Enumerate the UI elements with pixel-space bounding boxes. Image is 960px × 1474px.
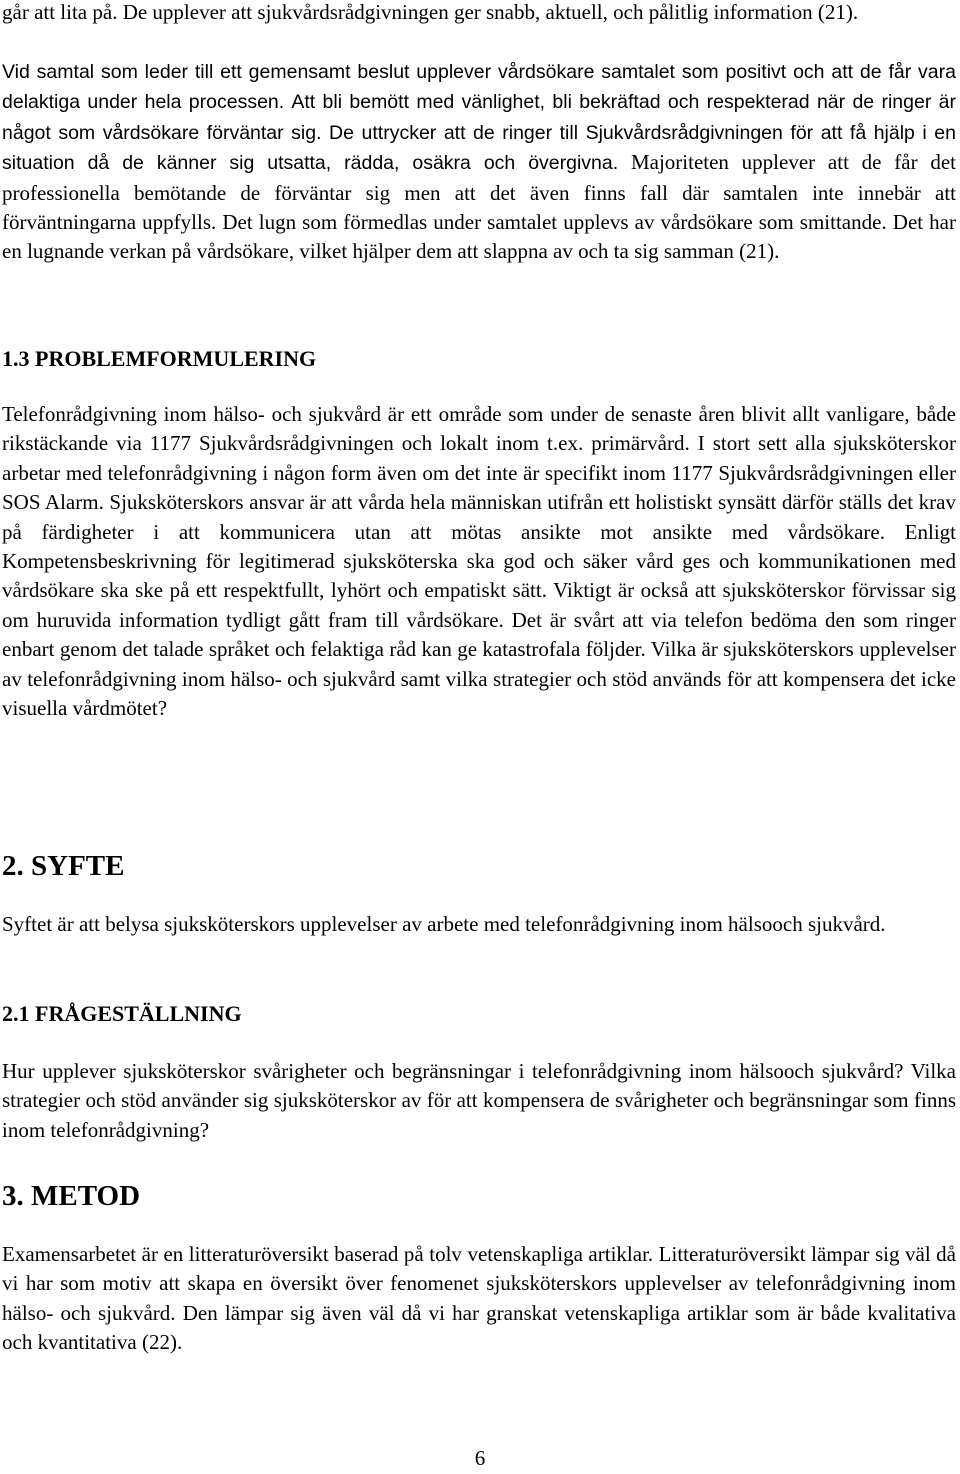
intro-paragraph-1 [2,0,956,27]
intro-text-2c: Majoriteten upplever att de får det professionella bemötande de förväntar sig men att det även finns fall där samtalen inte innebär att förväntningarna uppfylls. Det lugn som förmedlas under samtalet upplevs av vårdsökare som smittande. Det har en lugnande verkan på vårdsökare, vilket hjälper dem att slappna av och ta sig samman (21). [2,150,956,264]
heading-syfte: 2. SYFTE [2,850,125,882]
heading-fragestallning: 2.1 FRÅGESTÄLLNING [2,1001,242,1026]
heading-metod: 3. METOD [2,1180,141,1212]
metod-paragraph: Examensarbetet är en litteraturöversikt baserad på tolv vetenskapliga artiklar. Litteraturöversikt lämpar sig väl då vi har som motiv att skapa en översikt över fenomenet sjuksköterskors upplevelser av telefonrådgivning inom hälso- och sjukvård. Den lämpar sig även väl då vi har granskat vetenskapliga artiklar som är både kvalitativa och kvantitativa (22). [2,1242,956,1355]
intro-paragraph-2 [2,57,956,267]
intro-text-2a: Vid samtal som leder till ett gemensamt beslut upplever vårdsökare samtalet som positivt och att de får vara delaktiga under hela processen. [2,61,956,114]
syfte-paragraph: Syftet är att belysa sjuksköterskors upplevelser av arbete med telefonrådgivning inom hälsooch sjukvård. [2,912,886,936]
page-number: 6 [474,1446,486,1470]
problemformulering-paragraph: Telefonrådgivning inom hälso- och sjukvård är ett område som under de senaste åren blivit allt vanligare, både rikstäckande via 1177 Sjukvårdsrådgivningen och lokalt inom t.ex. primärvård. I stort sett alla sjuksköterskor arbetar med telefonrådgivning i någon form även om det inte är specifikt inom 1177 Sjukvårdsrådgivningen eller SOS Alarm. Sjuksköterskors ansvar är att vårda hela människan utifrån ett holistiskt synsätt därför ställs det krav på färdigheter i att kommunicera utan att mötas ansikte mot ansikte med vårdsökare. Enligt Kompetensbeskrivning för legitimerad sjuksköterska ska god och säker vård ges och kommunikationen med vårdsökare ska ske på ett respektfullt, lyhört och empatiskt sätt. Viktigt är också att sjuksköterskor förvissar sig om huruvida information tydligt gått fram till vårdsökare. Det är svårt att via telefon bedöma den som ringer enbart genom det talade språket och felaktiga råd kan ge katastrofala följder. Vilka är sjuksköterskors upplevelser av telefonrådgivning inom hälso- och sjukvård samt vilka strategier och stöd används för att kompensera det icke visuella vårdmötet? [2,402,956,721]
heading-problemformulering: 1.3 PROBLEMFORMULERING [2,346,317,371]
fragestallning-paragraph: Hur upplever sjuksköterskor svårigheter och begränsningar i telefonrådgivning inom hälsooch sjukvård? Vilka strategier och stöd använder sig sjuksköterskor av för att kompensera de svårigheter och begränsningar som finns inom telefonrådgivning? [2,1059,956,1142]
intro-text-1: går att lita på. De upplever att sjukvårdsrådgivningen ger snabb, aktuell, och pålitlig information (21). [2,0,859,24]
intro-text-2b: Att bli bemött med vänlighet, bli bekräftad och respekterad när de ringer är något som vårdsökare förväntar sig. De uttrycker att de ringer till Sjukvårdsrådgivningen för att få hjälp i en situation då de känner sig utsatta, rädda, osäkra och övergivna. [2,91,957,175]
